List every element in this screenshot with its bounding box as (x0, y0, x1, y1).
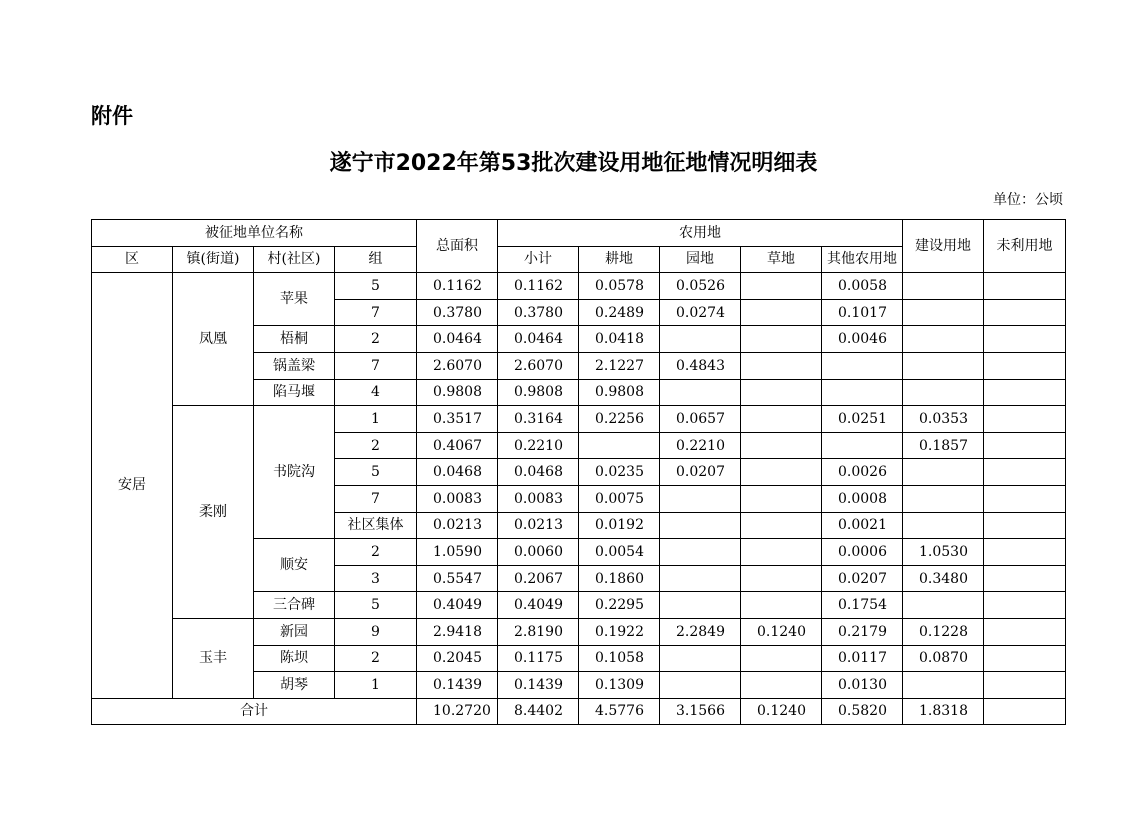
group-cell: 5 (335, 459, 417, 486)
unused-cell (984, 592, 1066, 619)
totals-garden-cell: 3.1566 (660, 698, 741, 725)
grass-cell (741, 273, 822, 300)
construction-cell (903, 352, 984, 379)
total-cell: 0.4067 (417, 432, 498, 459)
header-other-agri: 其他农用地 (822, 246, 903, 273)
totals-subtotal-cell: 8.4402 (498, 698, 579, 725)
other-cell: 0.0117 (822, 645, 903, 672)
header-row-1 (92, 220, 1066, 247)
village-cell: 陷马堰 (254, 379, 335, 406)
construction-cell: 1.0530 (903, 539, 984, 566)
grass-cell (741, 645, 822, 672)
grass-cell (741, 352, 822, 379)
group-cell: 5 (335, 273, 417, 300)
cultivated-cell: 0.0192 (579, 512, 660, 539)
garden-cell: 0.2210 (660, 432, 741, 459)
garden-cell (660, 672, 741, 699)
subtotal-cell: 0.0464 (498, 326, 579, 353)
garden-cell (660, 326, 741, 353)
grass-cell (741, 592, 822, 619)
header-subtotal: 小计 (498, 246, 579, 273)
cultivated-cell: 2.1227 (579, 352, 660, 379)
group-cell: 1 (335, 406, 417, 433)
land-acquisition-table (91, 219, 1066, 725)
group-cell: 7 (335, 485, 417, 512)
group-cell: 2 (335, 645, 417, 672)
construction-cell: 0.1857 (903, 432, 984, 459)
total-cell: 0.3517 (417, 406, 498, 433)
cultivated-cell: 0.0418 (579, 326, 660, 353)
grass-cell (741, 512, 822, 539)
totals-unused-cell (984, 698, 1066, 725)
header-group: 组 (335, 246, 417, 273)
other-cell: 0.0130 (822, 672, 903, 699)
village-cell: 书院沟 (254, 406, 335, 539)
header-agri: 农用地 (498, 220, 903, 247)
garden-cell (660, 485, 741, 512)
group-cell: 2 (335, 432, 417, 459)
unit-label: 单位：公顷 (993, 192, 1063, 208)
construction-cell: 0.1228 (903, 618, 984, 645)
cultivated-cell: 0.0578 (579, 273, 660, 300)
group-cell: 1 (335, 672, 417, 699)
village-cell: 苹果 (254, 273, 335, 326)
grass-cell (741, 406, 822, 433)
construction-cell (903, 592, 984, 619)
table-row (92, 406, 1066, 433)
attachment-label: 附件 (91, 104, 133, 128)
total-cell: 0.0468 (417, 459, 498, 486)
other-cell: 0.0006 (822, 539, 903, 566)
total-cell: 0.9808 (417, 379, 498, 406)
grass-cell (741, 432, 822, 459)
header-cultivated: 耕地 (579, 246, 660, 273)
unused-cell (984, 618, 1066, 645)
village-cell: 胡琴 (254, 672, 335, 699)
unused-cell (984, 672, 1066, 699)
cultivated-cell (579, 432, 660, 459)
total-cell: 2.6070 (417, 352, 498, 379)
other-cell: 0.1754 (822, 592, 903, 619)
group-cell: 7 (335, 352, 417, 379)
garden-cell (660, 592, 741, 619)
unused-cell (984, 406, 1066, 433)
unused-cell (984, 565, 1066, 592)
unused-cell (984, 326, 1066, 353)
cultivated-cell: 0.2489 (579, 299, 660, 326)
totals-cultivated-cell: 4.5776 (579, 698, 660, 725)
garden-cell (660, 379, 741, 406)
construction-cell (903, 379, 984, 406)
header-garden: 园地 (660, 246, 741, 273)
garden-cell: 0.0526 (660, 273, 741, 300)
unused-cell (984, 299, 1066, 326)
garden-cell: 0.0274 (660, 299, 741, 326)
construction-cell (903, 273, 984, 300)
cultivated-cell: 0.1922 (579, 618, 660, 645)
village-cell: 顺安 (254, 539, 335, 592)
group-cell: 2 (335, 539, 417, 566)
total-cell: 2.9418 (417, 618, 498, 645)
town-cell: 柔刚 (173, 406, 254, 619)
cultivated-cell: 0.2256 (579, 406, 660, 433)
grass-cell (741, 379, 822, 406)
group-cell: 2 (335, 326, 417, 353)
grass-cell (741, 672, 822, 699)
header-district: 区 (92, 246, 173, 273)
subtotal-cell: 0.0083 (498, 485, 579, 512)
subtotal-cell: 0.1162 (498, 273, 579, 300)
group-cell: 4 (335, 379, 417, 406)
construction-cell: 0.0870 (903, 645, 984, 672)
subtotal-cell: 0.3780 (498, 299, 579, 326)
total-cell: 0.1439 (417, 672, 498, 699)
totals-other-cell: 0.5820 (822, 698, 903, 725)
cultivated-cell: 0.1058 (579, 645, 660, 672)
subtotal-cell: 0.9808 (498, 379, 579, 406)
total-cell: 0.0213 (417, 512, 498, 539)
construction-cell: 0.3480 (903, 565, 984, 592)
subtotal-cell: 2.8190 (498, 618, 579, 645)
other-cell: 0.2179 (822, 618, 903, 645)
totals-row (92, 698, 1066, 725)
grass-cell (741, 485, 822, 512)
header-unused: 未利用地 (984, 220, 1066, 273)
unused-cell (984, 485, 1066, 512)
total-cell: 0.1162 (417, 273, 498, 300)
cultivated-cell: 0.1860 (579, 565, 660, 592)
garden-cell: 0.0207 (660, 459, 741, 486)
unused-cell (984, 645, 1066, 672)
subtotal-cell: 0.0468 (498, 459, 579, 486)
header-total-area: 总面积 (417, 220, 498, 273)
unused-cell (984, 352, 1066, 379)
group-cell: 3 (335, 565, 417, 592)
unused-cell (984, 432, 1066, 459)
other-cell: 0.0207 (822, 565, 903, 592)
cultivated-cell: 0.0075 (579, 485, 660, 512)
garden-cell (660, 512, 741, 539)
group-cell: 7 (335, 299, 417, 326)
totals-grass-cell: 0.1240 (741, 698, 822, 725)
header-grass: 草地 (741, 246, 822, 273)
other-cell: 0.0008 (822, 485, 903, 512)
table-row (92, 618, 1066, 645)
district-cell: 安居 (92, 273, 173, 699)
subtotal-cell: 0.1439 (498, 672, 579, 699)
grass-cell (741, 299, 822, 326)
cultivated-cell: 0.0054 (579, 539, 660, 566)
town-cell: 凤凰 (173, 273, 254, 406)
construction-cell (903, 672, 984, 699)
document-title: 遂宁市2022年第53批次建设用地征地情况明细表 (329, 151, 818, 176)
group-cell: 9 (335, 618, 417, 645)
subtotal-cell: 0.2067 (498, 565, 579, 592)
village-cell: 陈坝 (254, 645, 335, 672)
unused-cell (984, 512, 1066, 539)
other-cell: 0.1017 (822, 299, 903, 326)
village-cell: 新园 (254, 618, 335, 645)
cultivated-cell: 0.1309 (579, 672, 660, 699)
group-cell: 5 (335, 592, 417, 619)
other-cell: 0.0021 (822, 512, 903, 539)
garden-cell (660, 539, 741, 566)
total-cell: 0.4049 (417, 592, 498, 619)
cultivated-cell: 0.0235 (579, 459, 660, 486)
header-construction: 建设用地 (903, 220, 984, 273)
subtotal-cell: 0.0213 (498, 512, 579, 539)
unused-cell (984, 459, 1066, 486)
subtotal-cell: 0.2210 (498, 432, 579, 459)
village-cell: 梧桐 (254, 326, 335, 353)
cultivated-cell: 0.2295 (579, 592, 660, 619)
subtotal-cell: 0.3164 (498, 406, 579, 433)
unused-cell (984, 379, 1066, 406)
construction-cell (903, 299, 984, 326)
village-cell: 锅盖梁 (254, 352, 335, 379)
header-village: 村(社区) (254, 246, 335, 273)
construction-cell (903, 326, 984, 353)
totals-construction-cell: 1.8318 (903, 698, 984, 725)
total-cell: 0.2045 (417, 645, 498, 672)
other-cell: 0.0026 (822, 459, 903, 486)
totals-label: 合计 (92, 698, 417, 725)
group-cell: 社区集体 (335, 512, 417, 539)
construction-cell (903, 512, 984, 539)
header-town: 镇(街道) (173, 246, 254, 273)
total-cell: 0.0464 (417, 326, 498, 353)
construction-cell: 0.0353 (903, 406, 984, 433)
total-cell: 0.5547 (417, 565, 498, 592)
totals-total-cell: 10.2720 (417, 698, 498, 725)
village-cell: 三合碑 (254, 592, 335, 619)
garden-cell (660, 645, 741, 672)
subtotal-cell: 0.0060 (498, 539, 579, 566)
header-unit-name: 被征地单位名称 (92, 220, 417, 247)
construction-cell (903, 485, 984, 512)
subtotal-cell: 2.6070 (498, 352, 579, 379)
total-cell: 0.0083 (417, 485, 498, 512)
unused-cell (984, 273, 1066, 300)
table-row (92, 273, 1066, 300)
other-cell: 0.0046 (822, 326, 903, 353)
garden-cell: 0.0657 (660, 406, 741, 433)
grass-cell (741, 459, 822, 486)
subtotal-cell: 0.1175 (498, 645, 579, 672)
grass-cell (741, 539, 822, 566)
grass-cell: 0.1240 (741, 618, 822, 645)
garden-cell: 2.2849 (660, 618, 741, 645)
town-cell: 玉丰 (173, 618, 254, 698)
garden-cell: 0.4843 (660, 352, 741, 379)
subtotal-cell: 0.4049 (498, 592, 579, 619)
total-cell: 1.0590 (417, 539, 498, 566)
construction-cell (903, 459, 984, 486)
cultivated-cell: 0.9808 (579, 379, 660, 406)
other-cell: 0.0058 (822, 273, 903, 300)
total-cell: 0.3780 (417, 299, 498, 326)
other-cell (822, 379, 903, 406)
other-cell: 0.0251 (822, 406, 903, 433)
garden-cell (660, 565, 741, 592)
unused-cell (984, 539, 1066, 566)
other-cell (822, 432, 903, 459)
grass-cell (741, 326, 822, 353)
other-cell (822, 352, 903, 379)
grass-cell (741, 565, 822, 592)
